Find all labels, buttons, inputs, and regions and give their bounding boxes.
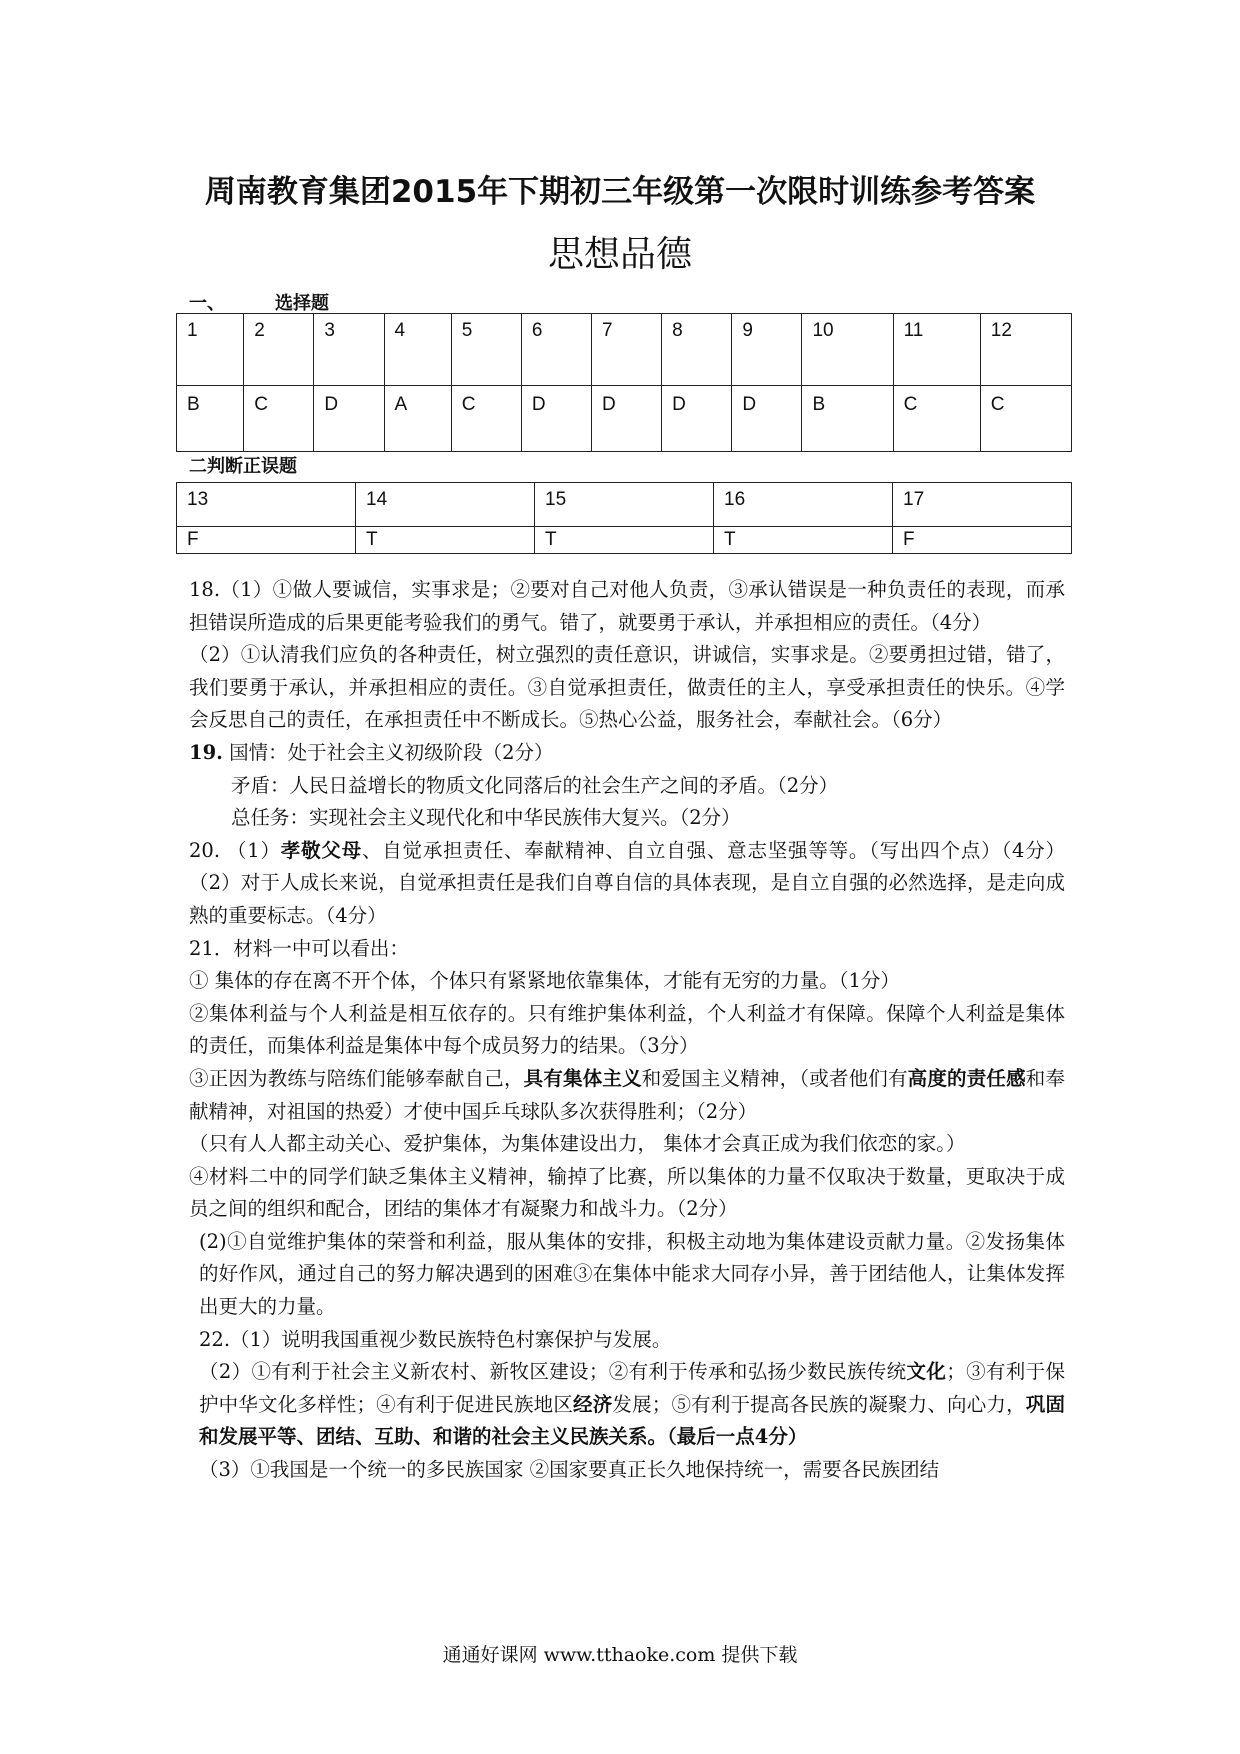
table-row <box>177 386 1072 452</box>
bold-span: 高度的责任感 <box>907 1066 1026 1090</box>
q22-part3: （3）①我国是一个统一的多民族国家 ②国家要真正长久地保持统一，需要各民族团结 <box>199 1458 940 1482</box>
q22-part2 <box>189 1356 1065 1454</box>
answer-cell: C <box>893 386 980 452</box>
q21-point4: ④材料二中的同学们缺乏集体主义精神，输掉了比赛，所以集体的力量不仅取决于数量，更取决于成员之间的组织和配合，团结的集体才有凝聚力和战斗力。（2分） <box>189 1164 1065 1221</box>
bold-span: 经济 <box>573 1392 613 1416</box>
question-number-cell: 12 <box>980 314 1071 386</box>
footer-credit: 通通好课网 www.tthaoke.com 提供下载 <box>442 1644 798 1666</box>
q19-number: 19. <box>189 740 223 764</box>
q20-rest: 、自觉承担责任、奉献精神、自立自强、意志坚强等等。（写出四个点）（4分） （2）对于人成长来说，自觉承担责任是我们自尊自信的具体表现，是自立自强的必然选择，是走向成熟的重要标志。（4分） <box>189 838 1065 927</box>
q20-answer <box>189 835 1065 933</box>
q21-part2: (2)①自觉维护集体的荣誉和利益，服从集体的安排，积极主动地为集体建设贡献力量。②发扬集体的好作风，通过自己的努力解决遇到的困难③在集体中能求大同存小异，善于团结他人，让集体发挥出更大的力量。 <box>199 1229 1065 1319</box>
section-label: 选择题 <box>275 293 329 314</box>
question-number-cell: 10 <box>802 314 893 386</box>
answer-cell: T <box>535 527 714 554</box>
text-span: （2）①有利于社会主义新农村、新牧区建设；②有利于传承和弘扬少数民族传统 <box>199 1360 907 1384</box>
page-title: 周南教育集团2015年下期初三年级第一次限时训练参考答案 <box>204 174 1036 210</box>
text-span: 和爱国主义精神，（或者他们有 <box>641 1066 908 1090</box>
section-number: 一、 <box>189 293 225 314</box>
q19-line1 <box>189 737 1065 770</box>
question-number-cell: 8 <box>662 314 732 386</box>
answer-cell: B <box>177 386 244 452</box>
answer-body <box>189 574 1065 1487</box>
bold-span: 巩固和发展平等、团结、互助、和谐的社会主义民族关系。（最后一点4分） <box>199 1392 1065 1449</box>
answer-cell: D <box>314 386 384 452</box>
answer-cell: C <box>980 386 1071 452</box>
table-row <box>177 483 1072 527</box>
q18-part2: （2）①认清我们应负的各种责任，树立强烈的责任意识，讲诚信，实事求是。②要勇担过错，错了，我们要勇于承认，并承担相应的责任。③自觉承担责任，做责任的主人，享受承担责任的快乐。④学会反思自己的责任，在承担责任中不断成长。⑤热心公益，服务社会，奉献社会。（6分） <box>189 643 1065 732</box>
question-number-cell: 2 <box>244 314 314 386</box>
question-number-cell: 13 <box>177 483 356 527</box>
answer-cell: B <box>802 386 893 452</box>
q21-intro: 21．材料一中可以看出： <box>189 936 409 960</box>
q21-note: （只有人人都主动关心、爱护集体，为集体建设出力， 集体才会真正成为我们依恋的家。） <box>189 1132 966 1156</box>
q19-line3: 总任务：实现社会主义现代化和中华民族伟大复兴。（2分） <box>231 806 741 830</box>
answer-cell: C <box>451 386 521 452</box>
question-number-cell: 17 <box>893 483 1072 527</box>
q21-point2: ②集体利益与个人利益是相互依存的。只有维护集体利益，个人利益才有保障。保障个人利益是集体的责任，而集体利益是集体中每个成员努力的结果。（3分） <box>189 1001 1065 1058</box>
question-number-cell: 11 <box>893 314 980 386</box>
section-heading-true-false: 二判断正误题 <box>189 456 297 477</box>
text-span: 发展；⑤有利于提高各民族的凝聚力、向心力， <box>612 1392 1026 1416</box>
q21-point3 <box>189 1063 1065 1128</box>
question-number-cell: 1 <box>177 314 244 386</box>
question-number-cell: 9 <box>732 314 802 386</box>
q20-bold: 孝敬父母 <box>280 838 362 862</box>
answer-cell: T <box>714 527 893 554</box>
text-span: ；③有利于保护中华文化多样性；④有利于促进民族地区 <box>199 1360 1065 1416</box>
q19-line2: 矛盾：人民日益增长的物质文化同落后的社会生产之间的矛盾。（2分） <box>231 773 839 797</box>
question-number-cell: 15 <box>535 483 714 527</box>
subject-title: 思想品德 <box>547 234 692 275</box>
q22-part1: 22.（1）说明我国重视少数民族特色村寨保护与发展。 <box>199 1327 672 1351</box>
question-number-cell: 14 <box>356 483 535 527</box>
true-false-answer-table <box>176 482 1072 554</box>
bold-span: 具有集体主义 <box>523 1066 642 1090</box>
answer-cell: D <box>662 386 732 452</box>
text-span: ③正因为教练与陪练们能够奉献自己， <box>189 1066 524 1090</box>
q19-text: 国情：处于社会主义初级阶段（2分） <box>229 740 554 764</box>
question-number-cell: 4 <box>384 314 451 386</box>
table-row <box>177 527 1072 554</box>
bold-span: 文化 <box>906 1360 947 1384</box>
answer-cell: D <box>592 386 662 452</box>
question-number-cell: 5 <box>451 314 521 386</box>
text-span: 和奉献精神，对祖国的热爱）才使中国乒乓球队多次获得胜利；（2分） <box>189 1066 1065 1123</box>
answer-cell: D <box>521 386 591 452</box>
answer-cell: A <box>384 386 451 452</box>
question-number-cell: 6 <box>521 314 591 386</box>
question-number-cell: 16 <box>714 483 893 527</box>
q18-part1: 18.（1）①做人要诚信，实事求是；②要对自己对他人负责，③承认错误是一种负责任的表现，而承担错误所造成的后果更能考验我们的勇气。错了，就要勇于承认，并承担相应的责任。（4分） <box>189 578 1065 634</box>
answer-cell: T <box>356 527 535 554</box>
q21-point1: ① 集体的存在离不开个体，个体只有紧紧地依靠集体，才能有无穷的力量。（1分） <box>189 969 900 993</box>
answer-cell: F <box>893 527 1072 554</box>
answer-cell: F <box>177 527 356 554</box>
choice-answer-table <box>176 313 1072 452</box>
question-number-cell: 3 <box>314 314 384 386</box>
table-row <box>177 314 1072 386</box>
answer-cell: C <box>244 386 314 452</box>
section-heading-choice <box>189 289 329 315</box>
answer-cell: D <box>732 386 802 452</box>
q20-prefix: 20. （1） <box>189 838 281 862</box>
question-number-cell: 7 <box>592 314 662 386</box>
